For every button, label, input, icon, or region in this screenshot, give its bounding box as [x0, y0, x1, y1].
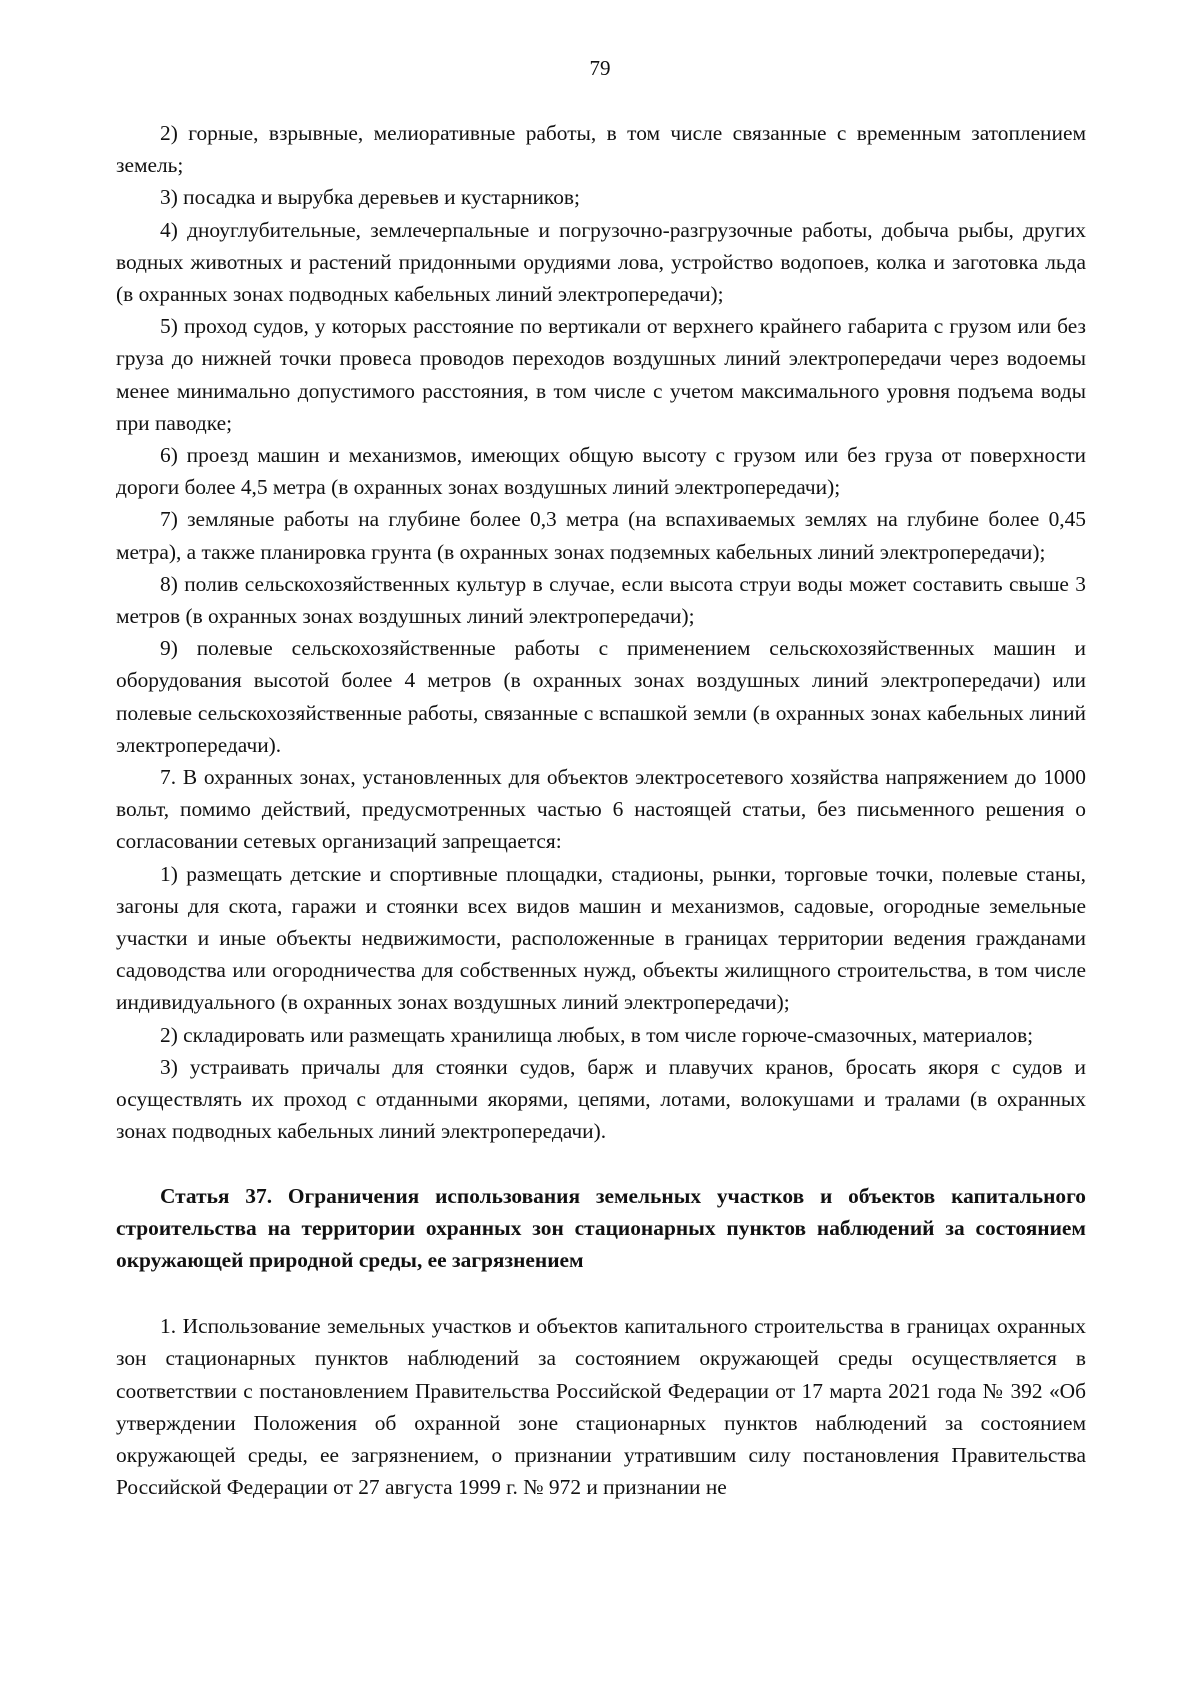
list-item-3-tree-planting: 3) посадка и вырубка деревьев и кустарников;: [160, 185, 580, 210]
page-number: 79: [589, 56, 611, 80]
list-item-8-irrigation: 8) полив сельскохозяйственных культур в случае, если высота струи воды может составить свыше 3 метров (в охранных зонах воздушных линий электропередачи);: [116, 571, 1086, 629]
clause-7-item-2-storage: 2) складировать или размещать хранилища любых, в том числе горюче-смазочных, материалов;: [160, 1022, 1034, 1047]
list-item-6-vehicle-passage: 6) проезд машин и механизмов, имеющих общую высоту с грузом или без груза от поверхности дороги более 4,5 метра (в охранных зонах воздушных линий электропередачи);: [116, 443, 1086, 500]
clause-7-item-3-moorings: 3) устраивать причалы для стоянки судов, барж и плавучих кранов, бросать якоря с судов и осуществлять их проход с отданными якорями, цепями, лотами, волокушами и тралами (в охранных зонах подводных кабельных линий электропередачи).: [116, 1054, 1086, 1144]
article-37-clause-1: 1. Использование земельных участков и объектов капитального строительства в границах охранных зон стационарных пунктов наблюдений за состоянием окружающей среды осуществляется в соответствии с постановлением Правительства Российской Федерации от 17 марта 2021 года № 392 «Об утверждении Положения об охранной зоне стационарных пунктов наблюдений за состоянием окружающей среды, ее загрязнением, о признании утратившим силу постановления Правительства Российской Федерации от 27 августа 1999 г. № 972 и признании не: [116, 1314, 1086, 1500]
list-item-5-vessel-passage: 5) проход судов, у которых расстояние по вертикали от верхнего крайнего габарита с грузом или без груза до нижней точки провеса проводов переходов воздушных линий электропередачи через водоемы менее минимально допустимого расстояния, в том числе с учетом максимального уровня подъема воды при паводке;: [116, 314, 1086, 435]
article-37-heading: Статья 37. Ограничения использования земельных участков и объектов капитального строительства на территории охранных зон стационарных пунктов наблюдений за состоянием окружающей природной среды, ее загрязнением: [116, 1183, 1086, 1272]
clause-7-intro: 7. В охранных зонах, установленных для объектов электросетевого хозяйства напряжением до 1000 вольт, помимо действий, предусмотренных частью 6 настоящей статьи, без письменного решения о согласовании сетевых организаций запрещается:: [116, 765, 1086, 854]
document-body: [116, 117, 1086, 1503]
list-item-4-dredging: 4) дноуглубительные, землечерпальные и погрузочно-разгрузочные работы, добыча рыбы, других водных животных и растений придонными орудиями лова, устройство водопоев, колка и заготовка льда (в охранных зонах подводных кабельных линий электропередачи);: [116, 217, 1086, 307]
list-item-7-earthworks: 7) земляные работы на глубине более 0,3 метра (на вспахиваемых землях на глубине более 0,45 метра), а также планировка грунта (в охранных зонах подземных кабельных линий электропередачи);: [116, 507, 1086, 564]
list-item-9-field-works: 9) полевые сельскохозяйственные работы с применением сельскохозяйственных машин и оборудования высотой более 4 метров (в охранных зонах воздушных линий электропередачи) или полевые сельскохозяйственные работы, связанные с вспашкой земли (в охранных зонах кабельных линий электропередачи).: [116, 636, 1086, 757]
clause-7-item-1-placement: 1) размещать детские и спортивные площадки, стадионы, рынки, торговые точки, полевые станы, загоны для скота, гаражи и стоянки всех видов машин и механизмов, садовые, огородные земельные участки и иные объекты недвижимости, расположенные в границах территории ведения гражданами садоводства или огородничества для собственных нужд, объекты жилищного строительства, в том числе индивидуального (в охранных зонах воздушных линий электропередачи);: [116, 861, 1086, 1015]
list-item-2-mining-works: 2) горные, взрывные, мелиоративные работы, в том числе связанные с временным затоплением земель;: [116, 121, 1086, 178]
